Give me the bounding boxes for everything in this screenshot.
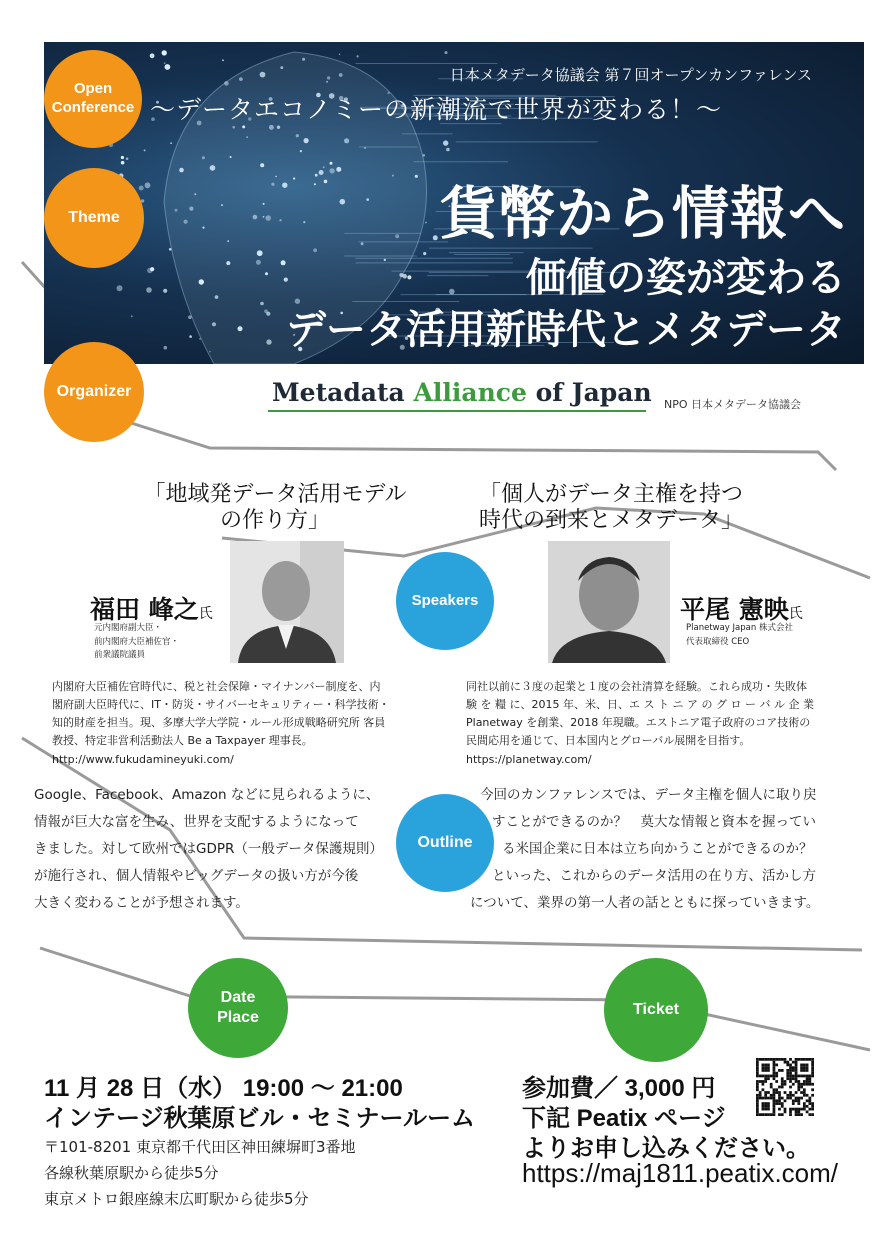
speaker-hirao-name: 平尾 憲映氏 — [680, 595, 803, 624]
speaker-hirao-url[interactable]: https://planetway.com/ — [466, 752, 592, 766]
conference-line: 日本メタデータ協議会 第７回オープンカンファレンス — [449, 66, 812, 84]
speaker-fukuda-role: 元内閣府副大臣・ 前内閣府大臣補佐官・ 前衆議院議員 — [94, 623, 180, 661]
person-silhouette-icon — [230, 541, 344, 663]
event-access-2: 東京メトロ銀座線末広町駅から徒歩5分 — [44, 1190, 309, 1208]
speaker-fukuda-bio: 内閣府大臣補佐官時代に、税と社会保障・マイナンバー制度を、内 閣府副大臣時代に、IT・防災・サイバーセキュリティー・科学技術・ 知的財産を担当。現、多摩大学大学院・ルール形成戦略研究所 客員 教授、特定非営利活動法人 Be a Taxpayer 理事長。 http://www.fukudamineyuki.com/ — [52, 678, 412, 769]
left-talk-title: 「地域発データ活用モデル の作り方」 — [143, 482, 407, 534]
open-conference-badge: Open Conference — [44, 50, 142, 148]
speaker-fukuda-name: 福田 峰之氏 — [90, 595, 213, 624]
event-address: 〒101-8201 東京都千代田区神田練塀町3番地 — [44, 1138, 356, 1156]
ticket-fee: 参加費／ 3,000 円 — [522, 1075, 716, 1102]
organizer-npo: NPO 日本メタデータ協議会 — [664, 398, 802, 411]
ticket-instruction-2: よりお申し込みください。 — [522, 1135, 810, 1162]
speaker-hirao-role: Planetway Japan 株式会社 代表取締役 CEO — [686, 623, 793, 647]
date-place-badge: Date Place — [188, 958, 288, 1058]
speaker-hirao-bio: 同社以前に３度の起業と１度の会社清算を経験。これら成功・失敗体 験 を 糧 に、2015 年、米、日、エ ス ト ニ ア の グ ロ ー バ ル 企 業 Planetway を創業、2018 年現職。エストニア電子政府のコア技術の 民間応用を通じて、日本国内とグローバル展開を目指す。 https://planetway.com/ — [466, 678, 846, 769]
speaker-fukuda-url[interactable]: http://www.fukudamineyuki.com/ — [52, 752, 234, 766]
person-silhouette-icon — [548, 541, 670, 663]
speakers-badge: Speakers — [396, 552, 494, 650]
theme-badge: Theme — [44, 168, 144, 268]
ticket-url-link[interactable]: https://maj1811.peatix.com/ — [522, 1158, 839, 1188]
organizer-underline — [268, 410, 646, 412]
event-access-1: 各線秋葉原駅から徒歩5分 — [44, 1164, 219, 1182]
organizer-badge: Organizer — [44, 342, 144, 442]
ticket-badge: Ticket — [604, 958, 708, 1062]
event-venue: インテージ秋葉原ビル・セミナールーム — [44, 1105, 476, 1132]
ticket-instruction-1: 下記 Peatix ページ — [522, 1105, 726, 1132]
subtitle: 〜データエコノミーの新潮流で世界が変わる！〜 — [150, 95, 723, 124]
right-talk-title: 「個人がデータ主権を持つ 時代の到来とメタデータ」 — [478, 482, 743, 534]
event-date: 11 月 28 日（水） 19:00 〜 21:00 — [44, 1075, 403, 1102]
main-title: 貨幣から情報へ — [440, 180, 846, 247]
theme-line-2: 価値の姿が変わる — [526, 254, 846, 301]
speaker-fukuda-photo — [230, 541, 344, 663]
speaker-hirao-photo — [548, 541, 670, 663]
organizer-logo: Metadata Alliance of Japan — [272, 378, 652, 407]
outline-right-text: 今回のカンファレンスでは、データ主権を個人に取り戻 すことができるのか？ 莫大な情報と資本を握ってい る米国企業に日本は立ち向かうことができるのか？ といった、これからのデータ活用の在り方、活かし方 について、業界の第一人者の話とともに探っていきます。 — [470, 787, 820, 911]
qr-code-icon[interactable] — [756, 1058, 814, 1116]
theme-line-3: データ活用新時代とメタデータ — [286, 306, 846, 353]
outline-left-text: Google、Facebook、Amazon などに見られるように、 情報が巨大な富を生み、世界を支配するようになって きました。対して欧州ではGDPR（一般データ保護規則） が施行され、個人情報やビッグデータの扱い方が今後 大きく変わることが予想されます。 — [34, 787, 383, 911]
outline-badge: Outline — [396, 794, 494, 892]
